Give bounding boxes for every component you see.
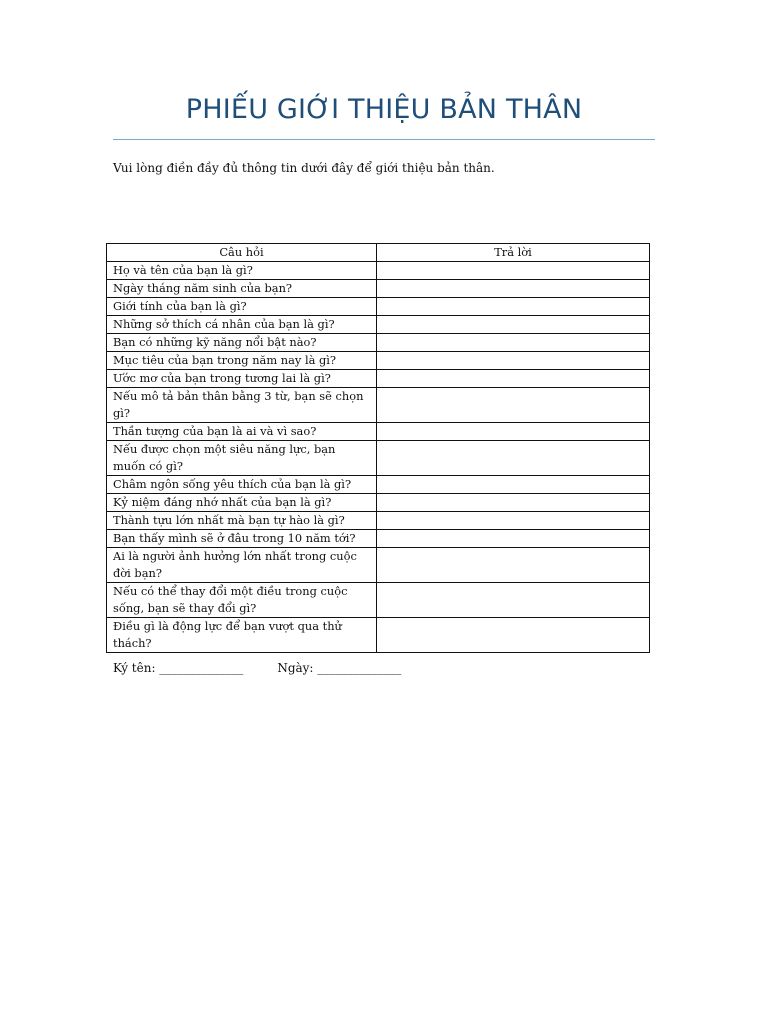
question-cell: Ai là người ảnh hưởng lớn nhất trong cuộc đời bạn? — [107, 548, 377, 583]
table-row — [107, 370, 650, 388]
table-row — [107, 352, 650, 370]
answer-cell[interactable] — [377, 423, 650, 441]
answer-cell[interactable] — [377, 298, 650, 316]
question-cell: Thành tựu lớn nhất mà bạn tự hào là gì? — [107, 512, 377, 530]
question-cell: Điều gì là động lực để bạn vượt qua thử thách? — [107, 618, 377, 653]
page-title: PHIẾU GIỚI THIỆU BẢN THÂN — [185, 94, 583, 125]
answer-cell[interactable] — [377, 441, 650, 476]
question-cell: Ngày tháng năm sinh của bạn? — [107, 280, 377, 298]
table-row — [107, 262, 650, 280]
question-cell: Bạn có những kỹ năng nổi bật nào? — [107, 334, 377, 352]
answer-cell[interactable] — [377, 352, 650, 370]
answer-cell[interactable] — [377, 388, 650, 423]
table-row — [107, 298, 650, 316]
title-divider — [113, 139, 655, 140]
answer-cell[interactable] — [377, 530, 650, 548]
table-row — [107, 316, 650, 334]
table-header-row — [107, 244, 650, 262]
table-row — [107, 530, 650, 548]
table-row — [107, 583, 650, 618]
header-question: Câu hỏi — [107, 244, 377, 262]
answer-cell[interactable] — [377, 548, 650, 583]
question-cell: Họ và tên của bạn là gì? — [107, 262, 377, 280]
table-row — [107, 548, 650, 583]
question-table — [106, 243, 650, 653]
question-cell: Nếu có thể thay đổi một điều trong cuộc sống, bạn sẽ thay đổi gì? — [107, 583, 377, 618]
question-cell: Bạn thấy mình sẽ ở đâu trong 10 năm tới? — [107, 530, 377, 548]
table-row — [107, 334, 650, 352]
table-row — [107, 512, 650, 530]
table-row — [107, 494, 650, 512]
answer-cell[interactable] — [377, 334, 650, 352]
answer-cell[interactable] — [377, 512, 650, 530]
question-cell: Thần tượng của bạn là ai và vì sao? — [107, 423, 377, 441]
answer-cell[interactable] — [377, 494, 650, 512]
question-cell: Nếu được chọn một siêu năng lực, bạn muốn có gì? — [107, 441, 377, 476]
answer-cell[interactable] — [377, 370, 650, 388]
answer-cell[interactable] — [377, 316, 650, 334]
signature-field[interactable]: Ký tên: ______________ — [113, 661, 244, 675]
question-cell: Mục tiêu của bạn trong năm nay là gì? — [107, 352, 377, 370]
answer-cell[interactable] — [377, 280, 650, 298]
table-row — [107, 280, 650, 298]
answer-cell[interactable] — [377, 262, 650, 280]
answer-cell[interactable] — [377, 583, 650, 618]
table-row — [107, 388, 650, 423]
answer-cell[interactable] — [377, 618, 650, 653]
question-cell: Kỷ niệm đáng nhớ nhất của bạn là gì? — [107, 494, 377, 512]
table-row — [107, 423, 650, 441]
question-cell: Ước mơ của bạn trong tương lai là gì? — [107, 370, 377, 388]
question-cell: Châm ngôn sống yêu thích của bạn là gì? — [107, 476, 377, 494]
signature-line — [113, 660, 401, 677]
question-cell: Những sở thích cá nhân của bạn là gì? — [107, 316, 377, 334]
header-answer: Trả lời — [377, 244, 650, 262]
table-row — [107, 618, 650, 653]
table-row — [107, 441, 650, 476]
table-row — [107, 476, 650, 494]
answer-cell[interactable] — [377, 476, 650, 494]
question-cell: Nếu mô tả bản thân bằng 3 từ, bạn sẽ chọn gì? — [107, 388, 377, 423]
intro-text: Vui lòng điền đầy đủ thông tin dưới đây để giới thiệu bản thân. — [113, 161, 495, 175]
date-field[interactable]: Ngày: ______________ — [277, 661, 402, 675]
question-cell: Giới tính của bạn là gì? — [107, 298, 377, 316]
